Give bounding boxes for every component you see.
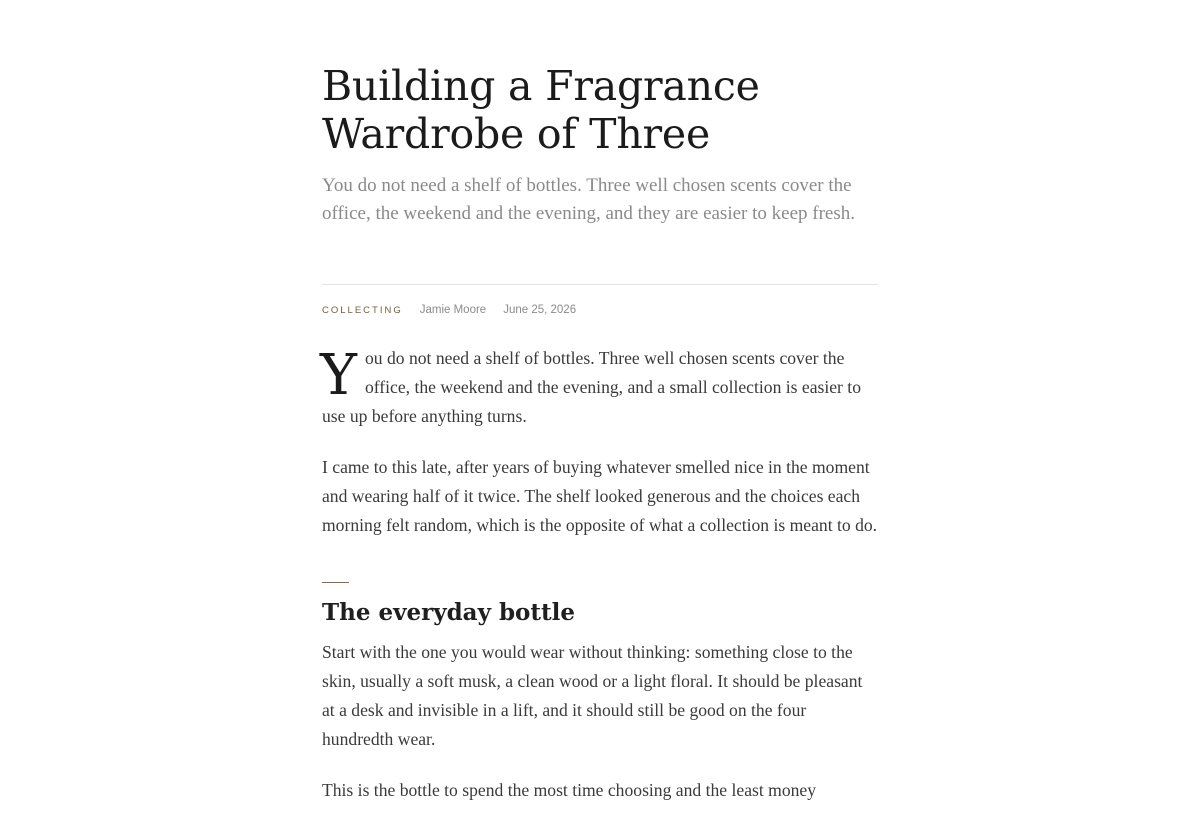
article-title: Building a Fragrance Wardrobe of Three [322,62,760,158]
publish-date: June 25, 2026 [503,304,577,316]
intro-paragraph [322,344,878,431]
body-paragraph: This is the bottle to spend the most time choosing and the least money [322,780,817,800]
category-tag[interactable]: COLLECTING [322,304,403,316]
article-meta [322,302,878,318]
author-name[interactable]: Jamie Moore [419,304,487,316]
article-body [322,344,878,827]
intro-text: ou do not need a shelf of bottles. Three well chosen scents cover the office, the weekend and the evening, and a small collection is easier to use up before anything turns. [322,348,861,426]
body-paragraph: I came to this late, after years of buying whatever smelled nice in the moment and wearing half of it twice. The shelf looked generous and the choices each morning felt random, which is the opposite of what a collection is meant to do. [322,457,878,535]
header-divider [322,284,878,285]
body-paragraph: Start with the one you would wear without thinking: something close to the skin, usually a soft musk, a clean wood or a light floral. It should be pleasant at a desk and invisible in a lift, and it should still be good on the four hundredth wear. [322,642,863,749]
section-divider [322,582,349,583]
article-subtitle: You do not need a shelf of bottles. Three well chosen scents cover the office, the weekend and the evening, and they are easier to keep fresh. [322,175,855,224]
section-heading: The everyday bottle [322,599,575,626]
drop-cap: Y [320,343,357,408]
